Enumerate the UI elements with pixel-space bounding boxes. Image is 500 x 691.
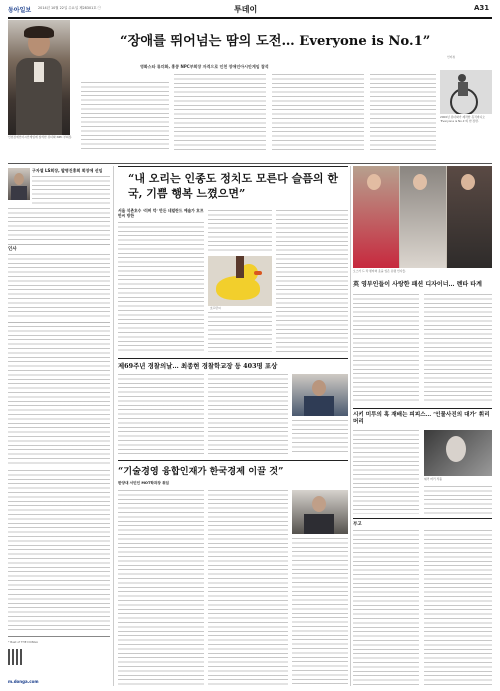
- fashion-body-col2: [424, 294, 492, 404]
- market-body-col1: [353, 430, 419, 514]
- appointments-list-4: [8, 594, 110, 632]
- duck-body-col2b: [208, 312, 272, 352]
- police-body-col3: [292, 420, 348, 454]
- lead-photo-caption: 인천장애인아시안게임에 참석한 류더화 NPC 부회장.: [8, 135, 73, 139]
- masthead: [0, 0, 500, 18]
- appointments-list-3: [8, 470, 110, 590]
- page-number: A31: [474, 4, 490, 12]
- lead-photo: [8, 20, 70, 135]
- date-line: 2014년 10월 22일 수요일 제28301호 ㊀: [38, 6, 102, 10]
- duck-photo: [208, 256, 272, 306]
- left-column-divider: [113, 166, 114, 686]
- duck-headline-box: [118, 166, 348, 207]
- lead-body-col4: [370, 74, 436, 152]
- fashion-photo-caption: 오스카 드 라 렌타의 옷을 입은 유명 인사들.: [353, 269, 407, 273]
- police-body-col2: [208, 374, 288, 454]
- fashion-photo: [353, 166, 492, 268]
- market-photo-caption: 휘리 머리 작품: [424, 477, 442, 481]
- duck-body-col3: [276, 210, 348, 352]
- tech-headline: “기술경영 융합인재가 한국경제 이끌 것”: [118, 466, 284, 477]
- footer-box: [8, 636, 110, 687]
- lead-headline: “장애를 뛰어넘는 땀의 도전… Everyone is No.1”: [120, 34, 431, 49]
- masthead-rule: [8, 17, 492, 19]
- police-headline: 제69주년 경찰의날… 최종현 경찰학교장 등 403명 포상: [118, 362, 278, 370]
- obit-title: 부고: [353, 522, 362, 527]
- lead-body-col1: [81, 82, 169, 150]
- obit-list-col1: [353, 530, 419, 686]
- paper-logo: 동아일보: [8, 7, 32, 14]
- police-body-col1: [118, 374, 204, 454]
- obit-list-col2: [424, 530, 492, 686]
- appointments-title: 인사: [8, 247, 17, 252]
- market-photo: [424, 430, 492, 476]
- profile-title: 구자열 LS회장, 발명진흥회 회장에 선임: [32, 168, 103, 173]
- tech-rule: [118, 460, 348, 461]
- wheelchair-photo: [440, 70, 492, 114]
- duck-body-col1: [118, 222, 204, 352]
- profile-body-2: [8, 208, 110, 242]
- profile-body: [32, 176, 110, 206]
- fashion-headline: 英 영부인들이 사랑한 패션 디자이너… 렌타 타계: [353, 281, 482, 288]
- appointments-list-1: [8, 254, 110, 320]
- tech-body-col2: [208, 490, 288, 686]
- right-column-divider: [350, 166, 351, 686]
- duck-headline: “내 오리는 인종도 정치도 모른다 슬픔의 한국, 기쁨 행복 느꼈으면”: [128, 172, 338, 200]
- market-rule: [353, 408, 492, 409]
- market-headline: 시키 미투의 혹 재배는 피피스… ‘인물사진의 대가’ 휘리 머리: [353, 412, 490, 425]
- lead-body-col2: [174, 74, 266, 152]
- fashion-body-col1: [353, 294, 419, 404]
- lead-subhead: 영화스타 류더화, 홍콩 NPC부회장 자격으로 인천 장애인아시안게임 참석: [140, 64, 269, 69]
- lead-bottom-rule: [8, 163, 492, 164]
- tech-photo: [292, 490, 348, 534]
- tech-body-col1: [118, 490, 204, 686]
- obit-rule: [353, 518, 492, 519]
- footer-brand[interactable]: m.donga.com: [8, 679, 39, 684]
- duck-body-col2: [208, 210, 272, 254]
- profile-rule: [8, 244, 110, 245]
- duck-subhead: 서울 석촌호수 ‘러버 덕’ 만든 네덜란드 예술가 호프만씨 방한: [118, 208, 204, 218]
- market-body-col2: [424, 486, 492, 514]
- wheelchair-caption: 2000년 류더화가 제작한 뮤직비디오 ‘Everyone is No.1’의 한 장면.: [440, 115, 485, 123]
- duck-photo-caption: 호프만씨: [210, 306, 221, 310]
- tech-subhead: 한양대 서민인 MOT학과장 취임: [118, 481, 170, 485]
- appointments-rule: [8, 322, 110, 323]
- profile-photo: [8, 168, 30, 200]
- appointments-list-2: [8, 326, 110, 466]
- section-title: 투데이: [234, 4, 258, 14]
- police-photo: [292, 374, 348, 416]
- lead-byline-tag: 인터뷰: [447, 55, 456, 59]
- qr-code: [8, 649, 24, 665]
- tech-body-col3: [292, 538, 348, 686]
- footer-note: * Best of THE DONGA: [8, 640, 38, 644]
- lead-body-col3: [272, 74, 364, 152]
- police-rule: [118, 358, 348, 359]
